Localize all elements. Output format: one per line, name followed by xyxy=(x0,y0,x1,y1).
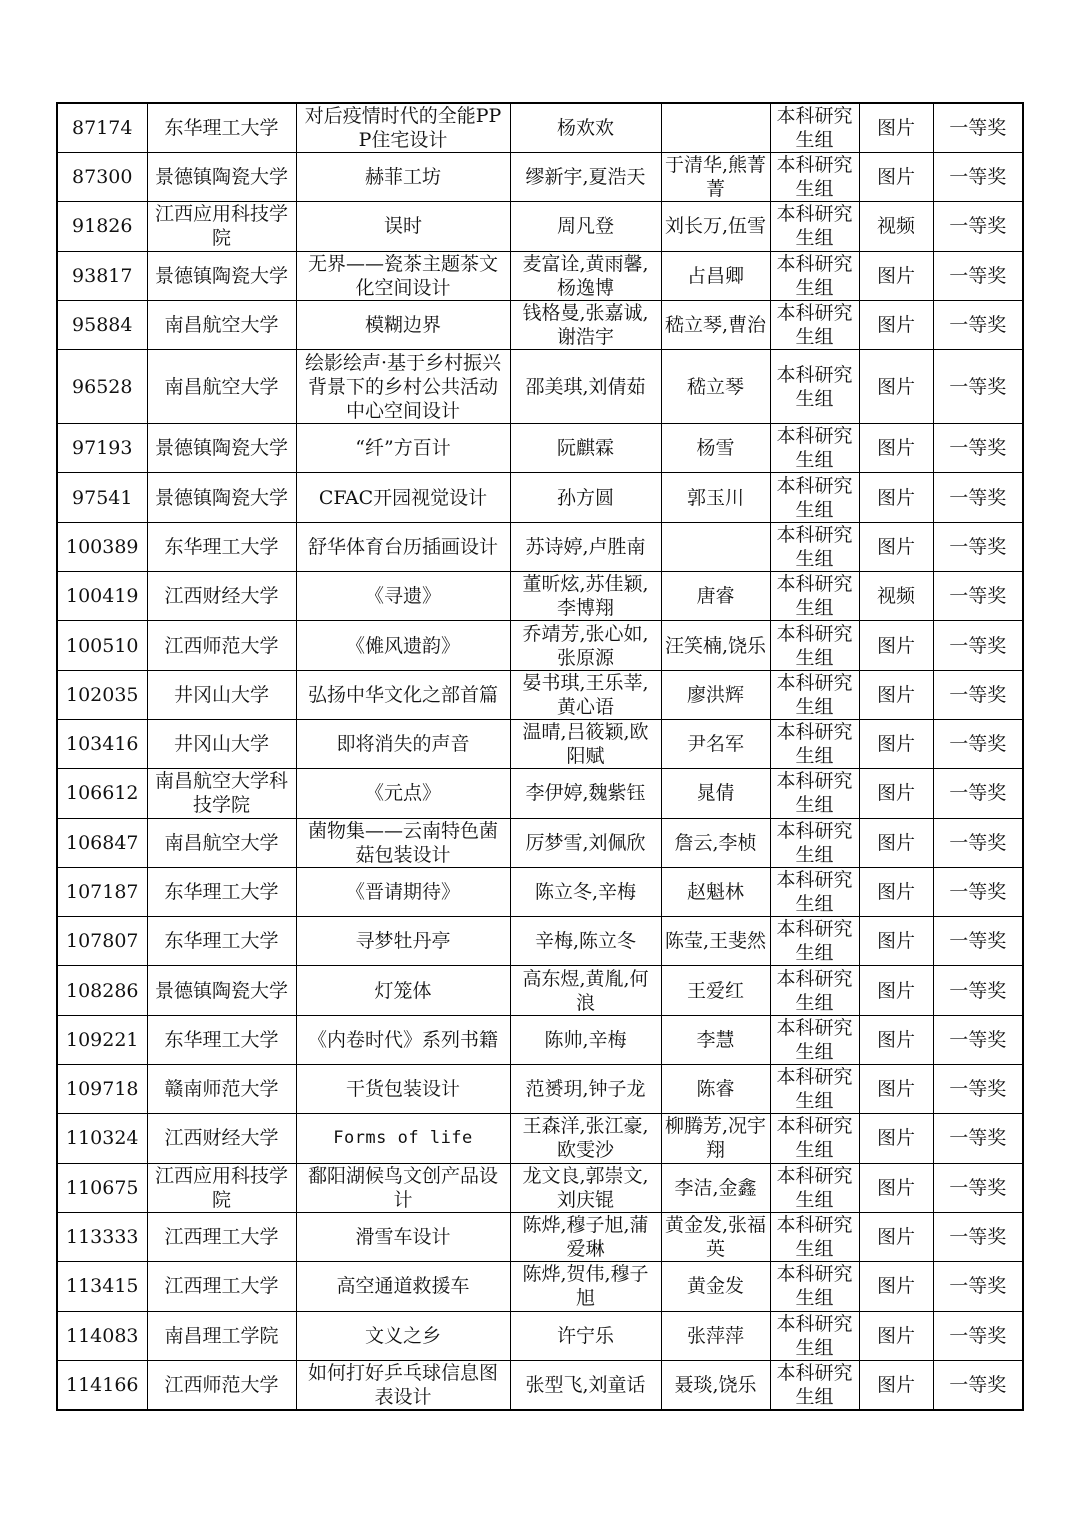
cell-authors: 温晴,吕筱颖,欧阳赋 xyxy=(510,719,661,768)
cell-award: 一等奖 xyxy=(933,300,1023,349)
table-row xyxy=(57,1212,1023,1261)
cell-entry-id: 114083 xyxy=(57,1311,147,1360)
cell-group: 本科研究生组 xyxy=(770,350,859,424)
cell-authors: 范赟玥,钟子龙 xyxy=(510,1065,661,1114)
cell-work-type: 图片 xyxy=(859,1015,933,1064)
cell-authors: 乔靖芳,张心如,张原源 xyxy=(510,621,661,670)
table-row xyxy=(57,719,1023,768)
table-row xyxy=(57,424,1023,473)
cell-entry-id: 97541 xyxy=(57,473,147,522)
cell-entry-id: 106612 xyxy=(57,769,147,818)
cell-entry-id: 100510 xyxy=(57,621,147,670)
cell-work-title: 《寻遗》 xyxy=(296,572,510,621)
cell-work-type: 图片 xyxy=(859,153,933,202)
cell-entry-id: 96528 xyxy=(57,350,147,424)
cell-group: 本科研究生组 xyxy=(770,473,859,522)
cell-school: 井冈山大学 xyxy=(147,670,296,719)
cell-work-type: 图片 xyxy=(859,1065,933,1114)
cell-group: 本科研究生组 xyxy=(770,1212,859,1261)
cell-group: 本科研究生组 xyxy=(770,153,859,202)
cell-advisor: 赵魁林 xyxy=(661,867,770,916)
cell-group: 本科研究生组 xyxy=(770,1065,859,1114)
cell-group: 本科研究生组 xyxy=(770,572,859,621)
cell-award: 一等奖 xyxy=(933,1163,1023,1212)
cell-authors: 董昕炫,苏佳颖,李博翔 xyxy=(510,572,661,621)
cell-advisor: 聂琰,饶乐 xyxy=(661,1360,770,1410)
cell-work-title: 寻梦牡丹亭 xyxy=(296,917,510,966)
table-row xyxy=(57,966,1023,1015)
cell-entry-id: 87174 xyxy=(57,103,147,153)
cell-authors: 王森洋,张江豪,欧雯沙 xyxy=(510,1114,661,1163)
cell-authors: 孙方圆 xyxy=(510,473,661,522)
cell-award: 一等奖 xyxy=(933,1015,1023,1064)
cell-authors: 杨欢欢 xyxy=(510,103,661,153)
cell-work-type: 图片 xyxy=(859,103,933,153)
cell-authors: 陈帅,辛梅 xyxy=(510,1015,661,1064)
table-row xyxy=(57,1262,1023,1311)
cell-entry-id: 113415 xyxy=(57,1262,147,1311)
cell-group: 本科研究生组 xyxy=(770,1311,859,1360)
cell-school: 东华理工大学 xyxy=(147,917,296,966)
cell-work-title: 《内卷时代》系列书籍 xyxy=(296,1015,510,1064)
cell-work-title: 《傩风遗韵》 xyxy=(296,621,510,670)
cell-school: 景德镇陶瓷大学 xyxy=(147,153,296,202)
cell-award: 一等奖 xyxy=(933,1114,1023,1163)
table-row xyxy=(57,769,1023,818)
cell-entry-id: 102035 xyxy=(57,670,147,719)
cell-school: 南昌航空大学 xyxy=(147,350,296,424)
cell-advisor: 杨雪 xyxy=(661,424,770,473)
cell-entry-id: 114166 xyxy=(57,1360,147,1410)
cell-advisor: 唐睿 xyxy=(661,572,770,621)
cell-entry-id: 110324 xyxy=(57,1114,147,1163)
cell-group: 本科研究生组 xyxy=(770,1163,859,1212)
cell-work-title: 对后疫情时代的全能PPP住宅设计 xyxy=(296,103,510,153)
cell-work-title: 舒华体育台历插画设计 xyxy=(296,522,510,571)
cell-work-type: 图片 xyxy=(859,350,933,424)
cell-school: 南昌航空大学科技学院 xyxy=(147,769,296,818)
cell-school: 南昌理工学院 xyxy=(147,1311,296,1360)
cell-work-title: 如何打好乒乓球信息图表设计 xyxy=(296,1360,510,1410)
cell-school: 江西财经大学 xyxy=(147,1114,296,1163)
table-row xyxy=(57,1114,1023,1163)
cell-advisor: 刘长万,伍雪 xyxy=(661,202,770,251)
cell-school: 江西理工大学 xyxy=(147,1262,296,1311)
cell-entry-id: 106847 xyxy=(57,818,147,867)
cell-school: 景德镇陶瓷大学 xyxy=(147,251,296,300)
cell-school: 东华理工大学 xyxy=(147,867,296,916)
cell-school: 江西应用科技学院 xyxy=(147,1163,296,1212)
cell-advisor: 王爱红 xyxy=(661,966,770,1015)
cell-award: 一等奖 xyxy=(933,103,1023,153)
cell-work-title: “纤”方百计 xyxy=(296,424,510,473)
cell-award: 一等奖 xyxy=(933,572,1023,621)
cell-work-type: 图片 xyxy=(859,867,933,916)
cell-authors: 缪新宇,夏浩天 xyxy=(510,153,661,202)
cell-group: 本科研究生组 xyxy=(770,1015,859,1064)
cell-work-type: 图片 xyxy=(859,917,933,966)
cell-award: 一等奖 xyxy=(933,350,1023,424)
cell-award: 一等奖 xyxy=(933,1212,1023,1261)
cell-school: 赣南师范大学 xyxy=(147,1065,296,1114)
cell-authors: 辛梅,陈立冬 xyxy=(510,917,661,966)
cell-authors: 李伊婷,魏紫钰 xyxy=(510,769,661,818)
table-row xyxy=(57,153,1023,202)
table-row xyxy=(57,522,1023,571)
cell-award: 一等奖 xyxy=(933,670,1023,719)
cell-award: 一等奖 xyxy=(933,424,1023,473)
cell-entry-id: 93817 xyxy=(57,251,147,300)
cell-school: 江西师范大学 xyxy=(147,621,296,670)
cell-advisor: 李洁,金鑫 xyxy=(661,1163,770,1212)
cell-authors: 麦富诠,黄雨馨,杨逸博 xyxy=(510,251,661,300)
cell-advisor: 陈莹,王斐然 xyxy=(661,917,770,966)
cell-advisor: 廖洪辉 xyxy=(661,670,770,719)
table-row xyxy=(57,202,1023,251)
cell-award: 一等奖 xyxy=(933,719,1023,768)
cell-school: 东华理工大学 xyxy=(147,1015,296,1064)
cell-work-title: 干货包装设计 xyxy=(296,1065,510,1114)
cell-school: 江西应用科技学院 xyxy=(147,202,296,251)
table-row xyxy=(57,670,1023,719)
cell-entry-id: 100389 xyxy=(57,522,147,571)
cell-group: 本科研究生组 xyxy=(770,621,859,670)
cell-work-type: 图片 xyxy=(859,1212,933,1261)
cell-award: 一等奖 xyxy=(933,1065,1023,1114)
cell-work-type: 图片 xyxy=(859,966,933,1015)
cell-advisor: 张萍萍 xyxy=(661,1311,770,1360)
cell-work-title: 赫菲工坊 xyxy=(296,153,510,202)
cell-work-type: 图片 xyxy=(859,670,933,719)
cell-work-type: 图片 xyxy=(859,621,933,670)
cell-school: 井冈山大学 xyxy=(147,719,296,768)
cell-work-type: 图片 xyxy=(859,473,933,522)
cell-advisor: 郭玉川 xyxy=(661,473,770,522)
cell-school: 景德镇陶瓷大学 xyxy=(147,473,296,522)
cell-work-title: 《元点》 xyxy=(296,769,510,818)
cell-advisor: 黄金发,张福英 xyxy=(661,1212,770,1261)
cell-work-title: 文义之乡 xyxy=(296,1311,510,1360)
cell-award: 一等奖 xyxy=(933,1360,1023,1410)
cell-work-title: 菌物集——云南特色菌菇包装设计 xyxy=(296,818,510,867)
cell-entry-id: 109221 xyxy=(57,1015,147,1064)
cell-group: 本科研究生组 xyxy=(770,917,859,966)
cell-advisor xyxy=(661,103,770,153)
cell-group: 本科研究生组 xyxy=(770,251,859,300)
cell-entry-id: 100419 xyxy=(57,572,147,621)
cell-school: 景德镇陶瓷大学 xyxy=(147,966,296,1015)
cell-work-title: 高空通道救援车 xyxy=(296,1262,510,1311)
cell-work-title: 弘扬中华文化之部首篇 xyxy=(296,670,510,719)
cell-award: 一等奖 xyxy=(933,153,1023,202)
cell-work-type: 图片 xyxy=(859,719,933,768)
cell-school: 景德镇陶瓷大学 xyxy=(147,424,296,473)
table-row xyxy=(57,917,1023,966)
cell-school: 南昌航空大学 xyxy=(147,818,296,867)
cell-award: 一等奖 xyxy=(933,1262,1023,1311)
cell-group: 本科研究生组 xyxy=(770,300,859,349)
cell-work-title: 绘影绘声·基于乡村振兴背景下的乡村公共活动中心空间设计 xyxy=(296,350,510,424)
cell-entry-id: 109718 xyxy=(57,1065,147,1114)
table-row xyxy=(57,621,1023,670)
cell-work-type: 视频 xyxy=(859,572,933,621)
table-row xyxy=(57,1163,1023,1212)
table-row xyxy=(57,1015,1023,1064)
cell-work-title: 误时 xyxy=(296,202,510,251)
cell-award: 一等奖 xyxy=(933,917,1023,966)
table-row xyxy=(57,818,1023,867)
cell-work-title: 滑雪车设计 xyxy=(296,1212,510,1261)
cell-group: 本科研究生组 xyxy=(770,1360,859,1410)
cell-group: 本科研究生组 xyxy=(770,202,859,251)
cell-award: 一等奖 xyxy=(933,867,1023,916)
cell-school: 江西财经大学 xyxy=(147,572,296,621)
cell-authors: 陈烨,穆子旭,蒲爱琳 xyxy=(510,1212,661,1261)
cell-entry-id: 95884 xyxy=(57,300,147,349)
cell-award: 一等奖 xyxy=(933,1311,1023,1360)
cell-award: 一等奖 xyxy=(933,769,1023,818)
cell-entry-id: 107807 xyxy=(57,917,147,966)
award-table xyxy=(56,102,1024,1411)
cell-work-title: 《晋请期待》 xyxy=(296,867,510,916)
cell-authors: 张型飞,刘童话 xyxy=(510,1360,661,1410)
cell-work-type: 图片 xyxy=(859,1114,933,1163)
cell-work-type: 图片 xyxy=(859,769,933,818)
cell-entry-id: 110675 xyxy=(57,1163,147,1212)
cell-advisor: 詹云,李桢 xyxy=(661,818,770,867)
cell-authors: 陈立冬,辛梅 xyxy=(510,867,661,916)
cell-group: 本科研究生组 xyxy=(770,103,859,153)
cell-school: 江西师范大学 xyxy=(147,1360,296,1410)
cell-advisor: 陈睿 xyxy=(661,1065,770,1114)
cell-group: 本科研究生组 xyxy=(770,769,859,818)
cell-entry-id: 107187 xyxy=(57,867,147,916)
cell-advisor: 李慧 xyxy=(661,1015,770,1064)
cell-advisor: 尹名军 xyxy=(661,719,770,768)
cell-school: 南昌航空大学 xyxy=(147,300,296,349)
cell-authors: 晏书琪,王乐莘,黄心语 xyxy=(510,670,661,719)
cell-award: 一等奖 xyxy=(933,966,1023,1015)
cell-group: 本科研究生组 xyxy=(770,1262,859,1311)
table-row xyxy=(57,1360,1023,1410)
cell-award: 一等奖 xyxy=(933,473,1023,522)
cell-school: 东华理工大学 xyxy=(147,522,296,571)
cell-work-title: 无界——瓷茶主题茶文化空间设计 xyxy=(296,251,510,300)
cell-group: 本科研究生组 xyxy=(770,719,859,768)
cell-authors: 高东煜,黄胤,何浪 xyxy=(510,966,661,1015)
cell-school: 江西理工大学 xyxy=(147,1212,296,1261)
table-row xyxy=(57,251,1023,300)
cell-group: 本科研究生组 xyxy=(770,867,859,916)
cell-group: 本科研究生组 xyxy=(770,966,859,1015)
cell-authors: 陈烨,贺伟,穆子旭 xyxy=(510,1262,661,1311)
cell-advisor: 占昌卿 xyxy=(661,251,770,300)
cell-work-title: 即将消失的声音 xyxy=(296,719,510,768)
cell-group: 本科研究生组 xyxy=(770,424,859,473)
cell-school: 东华理工大学 xyxy=(147,103,296,153)
cell-award: 一等奖 xyxy=(933,522,1023,571)
cell-group: 本科研究生组 xyxy=(770,670,859,719)
cell-group: 本科研究生组 xyxy=(770,1114,859,1163)
cell-work-title: CFAC开园视觉设计 xyxy=(296,473,510,522)
cell-advisor xyxy=(661,522,770,571)
table-row xyxy=(57,350,1023,424)
cell-work-type: 图片 xyxy=(859,522,933,571)
cell-award: 一等奖 xyxy=(933,251,1023,300)
table-row xyxy=(57,572,1023,621)
cell-authors: 周凡登 xyxy=(510,202,661,251)
cell-work-type: 图片 xyxy=(859,1163,933,1212)
cell-work-type: 图片 xyxy=(859,1262,933,1311)
cell-entry-id: 113333 xyxy=(57,1212,147,1261)
cell-work-type: 图片 xyxy=(859,300,933,349)
cell-work-title: 鄱阳湖候鸟文创产品设计 xyxy=(296,1163,510,1212)
cell-award: 一等奖 xyxy=(933,621,1023,670)
cell-advisor: 柳腾芳,况宇翔 xyxy=(661,1114,770,1163)
cell-work-type: 图片 xyxy=(859,1311,933,1360)
table-row xyxy=(57,1311,1023,1360)
cell-work-title: 模糊边界 xyxy=(296,300,510,349)
cell-entry-id: 91826 xyxy=(57,202,147,251)
cell-advisor: 于清华,熊菁菁 xyxy=(661,153,770,202)
cell-entry-id: 103416 xyxy=(57,719,147,768)
cell-authors: 厉梦雪,刘佩欣 xyxy=(510,818,661,867)
cell-authors: 阮麒霖 xyxy=(510,424,661,473)
cell-work-title: 灯笼体 xyxy=(296,966,510,1015)
cell-work-type: 视频 xyxy=(859,202,933,251)
table-row xyxy=(57,867,1023,916)
cell-entry-id: 87300 xyxy=(57,153,147,202)
table-row xyxy=(57,473,1023,522)
cell-work-title: Forms of life xyxy=(296,1114,510,1163)
cell-advisor: 黄金发 xyxy=(661,1262,770,1311)
cell-advisor: 汪笑楠,饶乐 xyxy=(661,621,770,670)
cell-authors: 邵美琪,刘倩茹 xyxy=(510,350,661,424)
cell-authors: 苏诗婷,卢胜南 xyxy=(510,522,661,571)
cell-entry-id: 108286 xyxy=(57,966,147,1015)
cell-authors: 钱格曼,张嘉诚,谢浩宇 xyxy=(510,300,661,349)
table-row xyxy=(57,300,1023,349)
cell-work-type: 图片 xyxy=(859,818,933,867)
cell-group: 本科研究生组 xyxy=(770,522,859,571)
cell-entry-id: 97193 xyxy=(57,424,147,473)
cell-advisor: 晁倩 xyxy=(661,769,770,818)
cell-award: 一等奖 xyxy=(933,202,1023,251)
cell-work-type: 图片 xyxy=(859,251,933,300)
cell-advisor: 嵇立琴 xyxy=(661,350,770,424)
cell-work-type: 图片 xyxy=(859,424,933,473)
table-row xyxy=(57,1065,1023,1114)
cell-work-type: 图片 xyxy=(859,1360,933,1410)
cell-advisor: 嵇立琴,曹治 xyxy=(661,300,770,349)
cell-group: 本科研究生组 xyxy=(770,818,859,867)
cell-award: 一等奖 xyxy=(933,818,1023,867)
cell-authors: 许宁乐 xyxy=(510,1311,661,1360)
table-body xyxy=(57,103,1023,1410)
table-row xyxy=(57,103,1023,153)
cell-authors: 龙文良,郭崇文,刘庆锟 xyxy=(510,1163,661,1212)
